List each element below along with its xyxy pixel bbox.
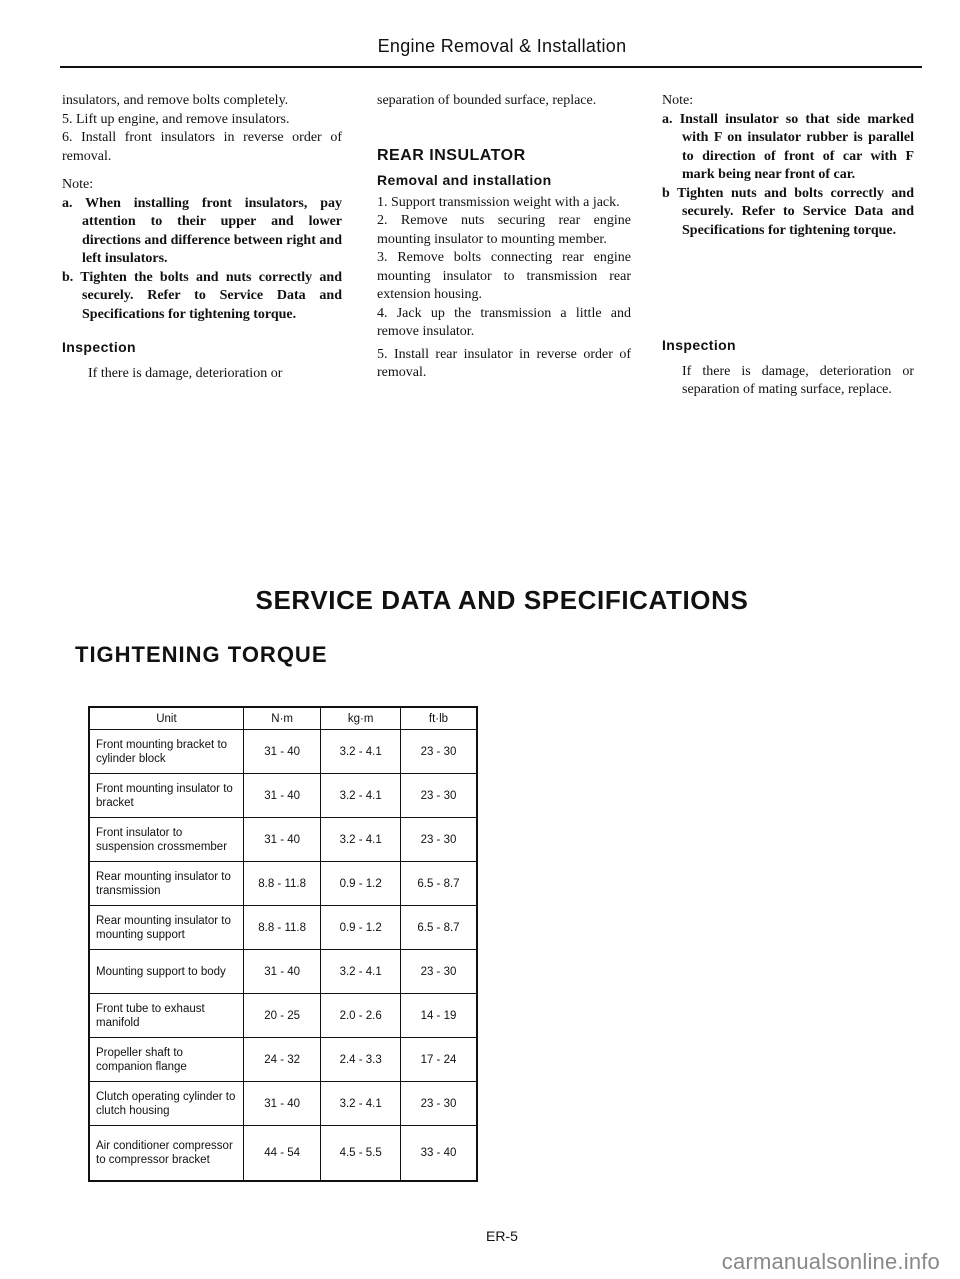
page-number: ER-5 <box>486 1228 518 1244</box>
value-nm: 24 - 32 <box>243 1038 321 1082</box>
column-header-unit: Unit <box>89 707 243 730</box>
note-b: b. Tighten the bolts and nuts correctly and securely. Refer to Service Data and Specifications for tightening torque. <box>62 269 342 322</box>
value-kgm: 2.4 - 3.3 <box>321 1038 401 1082</box>
removal-installation-heading: Removal and installation <box>377 172 552 188</box>
row-label: Propeller shaft to companion flange <box>89 1038 243 1082</box>
table-row <box>89 730 477 774</box>
value-nm: 44 - 54 <box>243 1126 321 1182</box>
column-right <box>662 92 914 400</box>
value-kgm: 3.2 - 4.1 <box>321 774 401 818</box>
value-ftlb: 23 - 30 <box>400 1082 477 1126</box>
rear-insulator-heading: REAR INSULATOR <box>377 146 526 164</box>
row-label: Rear mounting insulator to mounting support <box>89 906 243 950</box>
value-nm: 31 - 40 <box>243 730 321 774</box>
table-row <box>89 1126 477 1182</box>
column-middle <box>377 92 631 383</box>
step-4: 4. Jack up the transmission a little and remove insulator. <box>377 305 631 339</box>
step-5: 5. Lift up engine, and remove insulators. <box>62 111 290 127</box>
step-3: 3. Remove bolts connecting rear engine mounting insulator to transmission rear extension housing. <box>377 250 631 302</box>
page-header-title: Engine Removal & Installation <box>377 36 627 56</box>
inspection-text: If there is damage, deterioration or separation of mating surface, replace. <box>682 363 914 397</box>
value-nm: 8.8 - 11.8 <box>243 906 321 950</box>
note-b: b Tighten nuts and bolts correctly and securely. Refer to Service Data and Specifications for tightening torque. <box>662 185 914 238</box>
tightening-torque-heading: TIGHTENING TORQUE <box>75 642 328 667</box>
value-kgm: 3.2 - 4.1 <box>321 730 401 774</box>
value-kgm: 4.5 - 5.5 <box>321 1126 401 1182</box>
value-nm: 31 - 40 <box>243 818 321 862</box>
value-ftlb: 33 - 40 <box>400 1126 477 1182</box>
row-label: Front mounting insulator to bracket <box>89 774 243 818</box>
table-header-row <box>89 707 477 730</box>
row-label: Clutch operating cylinder to clutch housing <box>89 1082 243 1126</box>
value-nm: 31 - 40 <box>243 774 321 818</box>
note-label: Note: <box>62 177 94 192</box>
value-ftlb: 23 - 30 <box>400 774 477 818</box>
value-nm: 31 - 40 <box>243 1082 321 1126</box>
note-a: a. Install insulator so that side marked with F on insulator rubber is parallel to direction of front of car with F mark being near front of car. <box>662 111 914 182</box>
row-label: Front insulator to suspension crossmember <box>89 818 243 862</box>
step-1: 1. Support transmission weight with a jack. <box>377 194 620 210</box>
table-row <box>89 950 477 994</box>
column-header-kgm: kg·m <box>321 707 401 730</box>
inspection-text: If there is damage, deterioration or <box>88 365 283 381</box>
row-label: Air conditioner compressor to compressor bracket <box>89 1126 243 1182</box>
value-nm: 20 - 25 <box>243 994 321 1038</box>
value-nm: 8.8 - 11.8 <box>243 862 321 906</box>
table-row <box>89 906 477 950</box>
table-row <box>89 818 477 862</box>
value-kgm: 2.0 - 2.6 <box>321 994 401 1038</box>
column-left <box>62 92 342 383</box>
table-row <box>89 774 477 818</box>
row-label: Front tube to exhaust manifold <box>89 994 243 1038</box>
table-row <box>89 994 477 1038</box>
inspection-heading: Inspection <box>62 339 137 355</box>
step-6: 6. Install front insulators in reverse order of removal. <box>62 130 342 164</box>
value-kgm: 0.9 - 1.2 <box>321 862 401 906</box>
value-nm: 31 - 40 <box>243 950 321 994</box>
row-label: Front mounting bracket to cylinder block <box>89 730 243 774</box>
value-ftlb: 23 - 30 <box>400 950 477 994</box>
watermark-text: carmanualsonline.info <box>721 1249 940 1274</box>
value-ftlb: 17 - 24 <box>400 1038 477 1082</box>
value-ftlb: 6.5 - 8.7 <box>400 862 477 906</box>
value-ftlb: 6.5 - 8.7 <box>400 906 477 950</box>
note-label: Note: <box>662 93 694 108</box>
row-label: Mounting support to body <box>89 950 243 994</box>
value-ftlb: 14 - 19 <box>400 994 477 1038</box>
column-header-ftlb: ft·lb <box>400 707 477 730</box>
column-header-nm: N·m <box>243 707 321 730</box>
note-a: a. When installing front insulators, pay attention to their upper and lower directions and difference between right and left insulators. <box>62 195 342 266</box>
service-data-heading: SERVICE DATA AND SPECIFICATIONS <box>255 585 749 615</box>
value-kgm: 3.2 - 4.1 <box>321 818 401 862</box>
value-ftlb: 23 - 30 <box>400 730 477 774</box>
step-2: 2. Remove nuts securing rear engine mounting insulator to mounting member. <box>377 213 631 247</box>
table-row <box>89 1082 477 1126</box>
header-rule <box>60 66 922 68</box>
table-row <box>89 1038 477 1082</box>
value-kgm: 3.2 - 4.1 <box>321 1082 401 1126</box>
tightening-torque-table <box>88 706 478 1182</box>
value-kgm: 0.9 - 1.2 <box>321 906 401 950</box>
table-row <box>89 862 477 906</box>
row-label: Rear mounting insulator to transmission <box>89 862 243 906</box>
value-kgm: 3.2 - 4.1 <box>321 950 401 994</box>
paragraph: separation of bounded surface, replace. <box>377 93 597 108</box>
value-ftlb: 23 - 30 <box>400 818 477 862</box>
inspection-heading: Inspection <box>662 337 737 353</box>
step-5: 5. Install rear insulator in reverse order of removal. <box>377 346 631 380</box>
paragraph: insulators, and remove bolts completely. <box>62 93 289 108</box>
